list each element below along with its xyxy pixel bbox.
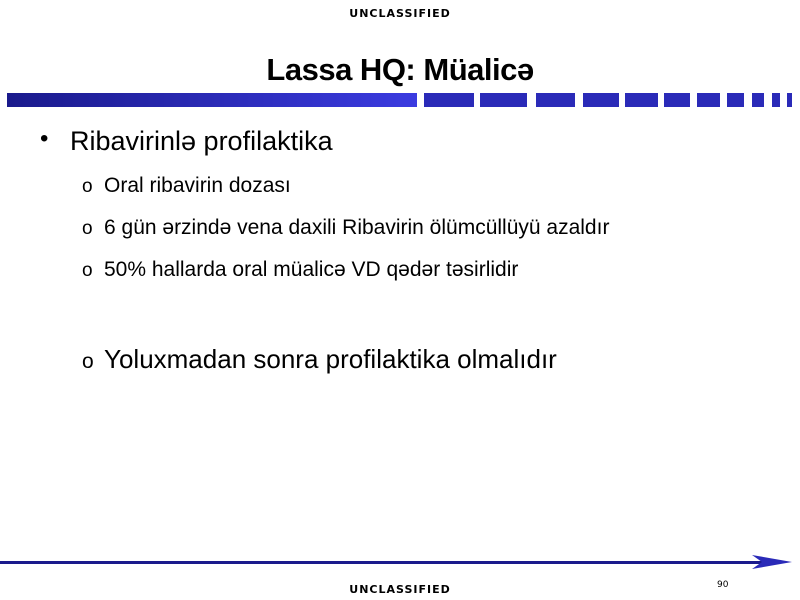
classification-banner-top: UNCLASSIFIED (349, 7, 451, 20)
main-bullet (40, 124, 333, 158)
sub-bullet-text: Yoluxmadan sonra profilaktika olmalıdır (104, 344, 557, 374)
sub-bullet-2 (82, 216, 609, 240)
sub-bullet-text: Oral ribavirin dozası (104, 174, 291, 197)
title-underline-bar (7, 93, 797, 107)
sub-bullet-1 (82, 174, 291, 198)
sub-bullet-marker: o (82, 218, 93, 239)
page-number: 90 (717, 580, 729, 590)
bullet-dot: • (40, 125, 49, 152)
sub-bullet-text: 50% hallarda oral müalicə VD qədər təsirlidir (104, 258, 519, 281)
footer-arrow-line (0, 553, 800, 573)
sub-bullet-4 (82, 344, 557, 375)
sub-bullet-marker: o (82, 350, 94, 373)
sub-bullet-marker: o (82, 260, 93, 281)
main-bullet-text: Ribavirinlə profilaktika (70, 126, 333, 156)
slide-title: Lassa HQ: Müalicə (266, 52, 534, 87)
sub-bullet-marker: o (82, 176, 93, 197)
sub-bullet-3 (82, 258, 518, 282)
classification-banner-bottom: UNCLASSIFIED (349, 583, 451, 596)
sub-bullet-text: 6 gün ərzində vena daxili Ribavirin ölümcüllüyü azaldır (104, 216, 610, 239)
